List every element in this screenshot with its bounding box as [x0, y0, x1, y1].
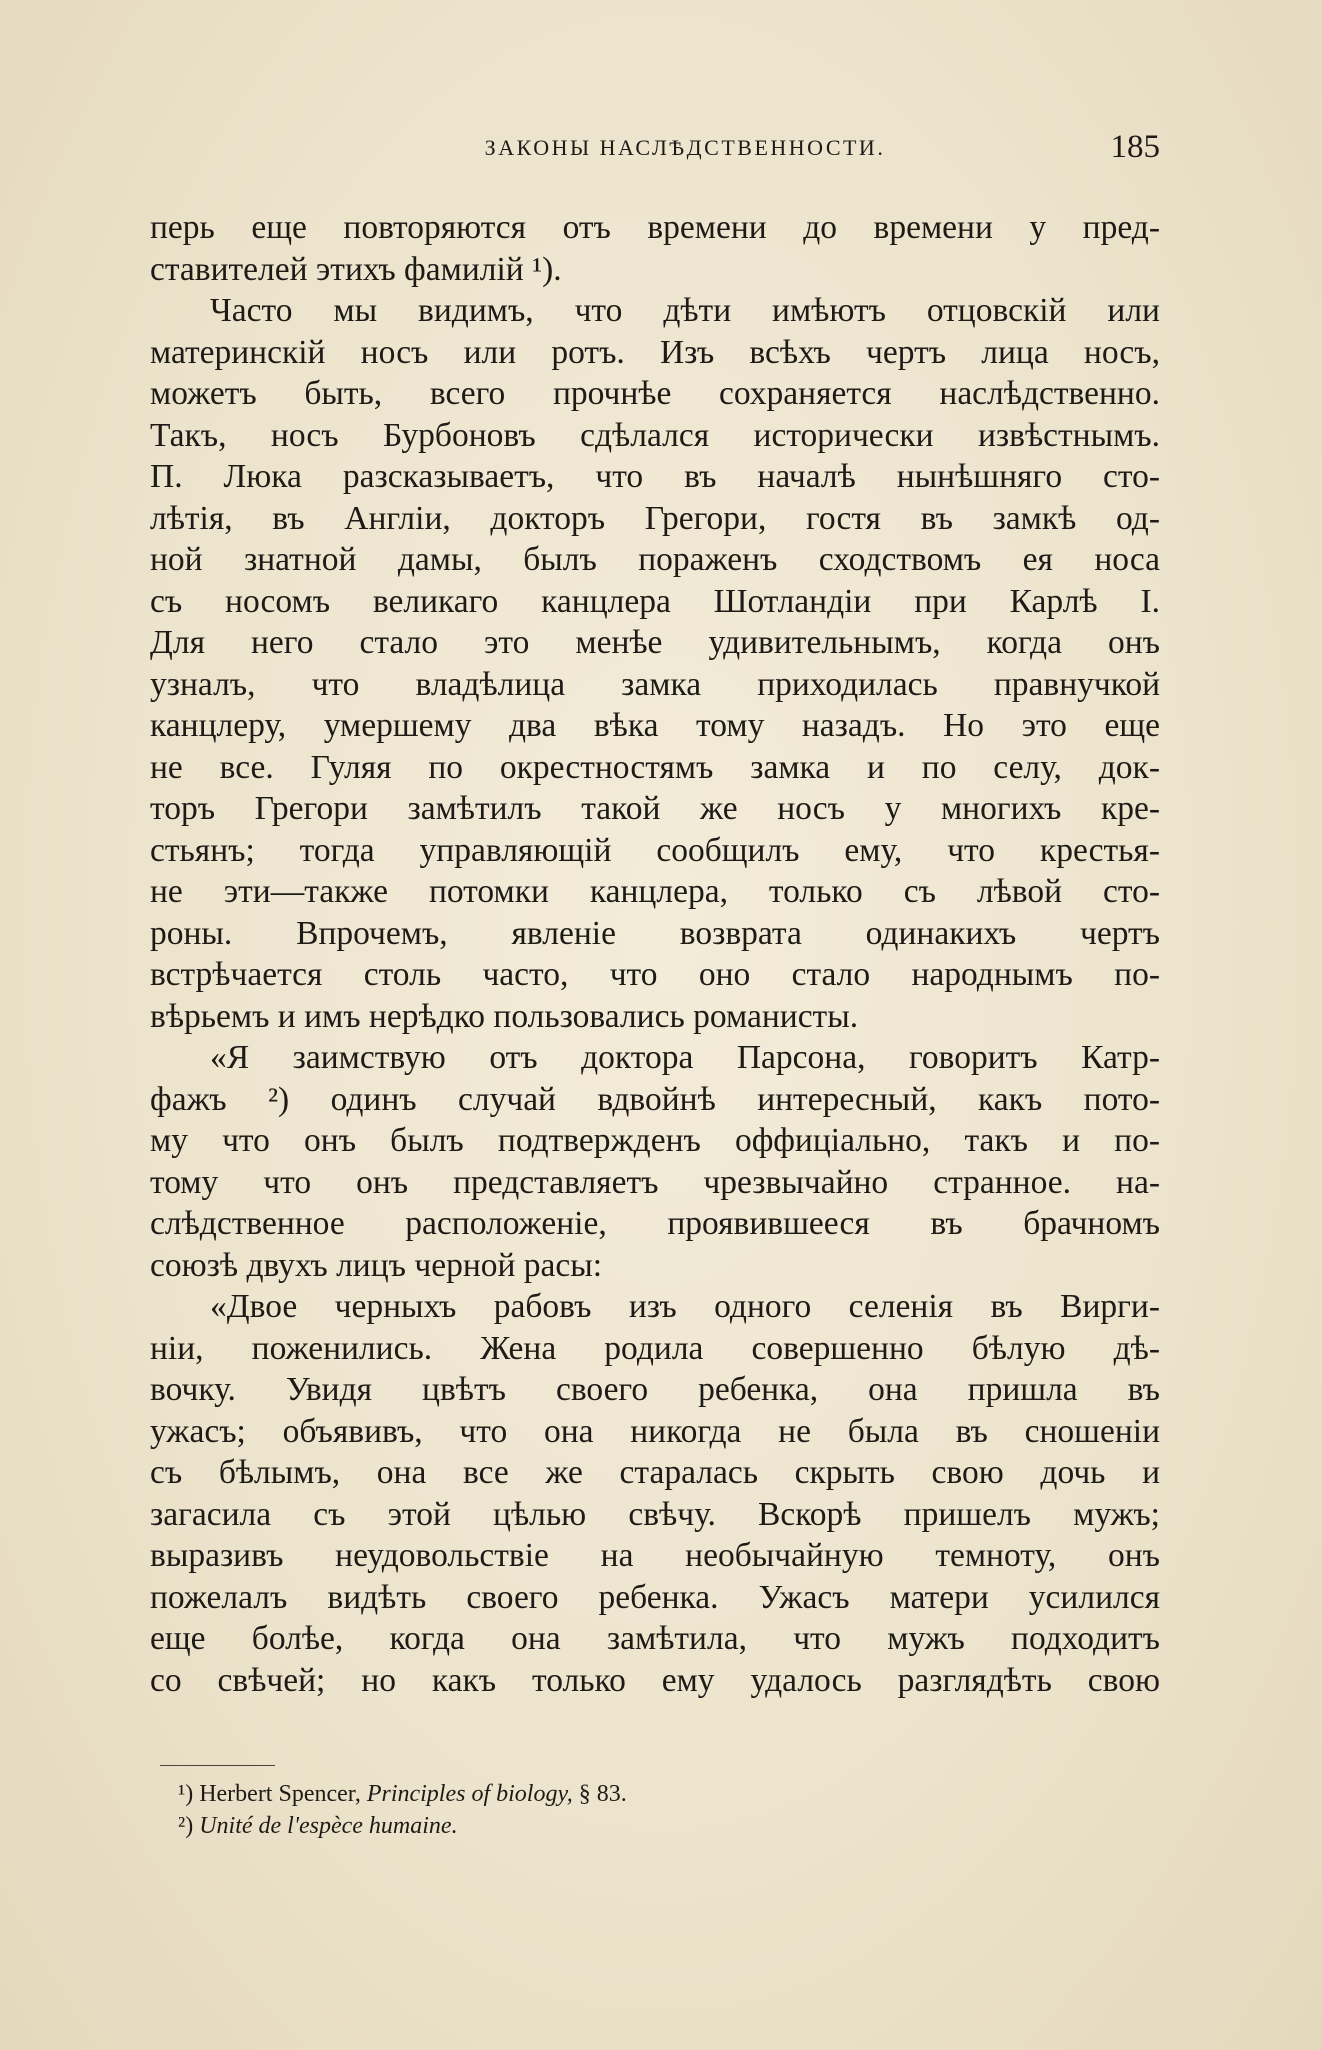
text-line: Для него стало это менѣе удивительнымъ, когда онъ: [150, 624, 1160, 661]
text-line: загасила съ этой цѣлью свѣчу. Вскорѣ пришелъ мужъ;: [150, 1495, 1160, 1533]
footnote-divider: [160, 1765, 275, 1766]
text-line: со свѣчей; но какъ только ему удалось разглядѣть свою: [150, 1661, 1160, 1699]
text-line: съ носомъ великаго канцлера Шотландіи при Карлѣ I.: [150, 582, 1160, 620]
text-line: Такъ, носъ Бурбоновъ сдѣлался исторически извѣстнымъ.: [150, 416, 1160, 454]
text-line: союзѣ двухъ лицъ черной расы:: [150, 1246, 603, 1284]
footnote-marker: ²): [178, 1813, 194, 1839]
text-line: торъ Грегори замѣтилъ такой же носъ у многихъ кре-: [150, 790, 1160, 827]
footnote-title: Principles of biology,: [366, 1781, 573, 1807]
text-line: можетъ быть, всего прочнѣе сохраняется наслѣдственно.: [150, 375, 1160, 412]
footnote-section: § 83.: [578, 1781, 627, 1807]
text-line: тому что онъ представляетъ чрезвычайно странное. на-: [150, 1163, 1160, 1201]
text-line: фажъ ²) одинъ случай вдвойнѣ интересный, какъ пото-: [150, 1080, 1160, 1118]
text-line: узналъ, что владѣлица замка приходилась правнучкой: [150, 665, 1160, 703]
text-line: ужасъ; объявивъ, что она никогда не была въ сношеніи: [150, 1412, 1160, 1450]
text-line: стьянъ; тогда управляющій сообщилъ ему, что крестья-: [150, 831, 1160, 869]
footnote-2: [178, 1810, 1078, 1842]
footnote-title: Unité de l'espèce humaine.: [199, 1813, 458, 1839]
text-line: ной знатной дамы, былъ пораженъ сходствомъ ея носа: [150, 541, 1160, 578]
text-line: «Я заимствую отъ доктора Парсона, говоритъ Катр-: [210, 1039, 1160, 1076]
page-number: 185: [1110, 129, 1160, 165]
footnote-author: Herbert Spencer,: [199, 1781, 361, 1807]
text-line: пожелалъ видѣть своего ребенка. Ужасъ матери усилился: [150, 1578, 1160, 1616]
text-line: канцлеру, умершему два вѣка тому назадъ. Но это еще: [150, 707, 1160, 744]
text-line: лѣтія, въ Англіи, докторъ Грегори, гостя въ замкѣ од-: [150, 499, 1160, 537]
text-line: выразивъ неудовольствіе на необычайную темноту, онъ: [150, 1537, 1160, 1574]
text-line: материнскій носъ или ротъ. Изъ всѣхъ чертъ лица носъ,: [150, 333, 1160, 371]
text-line: съ бѣлымъ, она все же старалась скрыть свою дочь и: [150, 1454, 1160, 1491]
footnote-marker: ¹): [178, 1781, 194, 1807]
page-header: [150, 129, 1160, 175]
text-line: слѣдственное расположеніе, проявившееся въ брачномъ: [150, 1205, 1160, 1242]
text-line: перь еще повторяются отъ времени до времени у пред-: [150, 209, 1160, 246]
text-line: «Двое черныхъ рабовъ изъ одного селенія въ Вирги-: [210, 1288, 1160, 1325]
running-title: ЗАКОНЫ НАСЛѢДСТВЕННОСТИ.: [484, 135, 886, 160]
footnotes: [178, 1778, 1078, 1842]
text-line: вѣрьемъ и имъ нерѣдко пользовались романисты.: [150, 997, 859, 1035]
body-text: [150, 207, 1160, 1701]
text-line: ставителей этихъ фамилій ¹).: [150, 250, 562, 288]
text-line: не эти—также потомки канцлера, только съ лѣвой сто-: [150, 873, 1160, 910]
footnote-1: [178, 1778, 1078, 1810]
text-line: вочку. Увидя цвѣтъ своего ребенка, она пришла въ: [150, 1371, 1160, 1408]
text-line: П. Люка разсказываетъ, что въ началѣ нынѣшняго сто-: [150, 458, 1160, 495]
text-line: му что онъ былъ подтвержденъ оффиціально, такъ и по-: [150, 1122, 1160, 1159]
text-line: роны. Впрочемъ, явленіе возврата одинакихъ чертъ: [150, 914, 1160, 952]
text-line: Часто мы видимъ, что дѣти имѣютъ отцовскій или: [210, 292, 1160, 329]
text-line: не все. Гуляя по окрестностямъ замка и по селу, док-: [150, 748, 1160, 786]
text-line: встрѣчается столь часто, что оно стало народнымъ по-: [150, 956, 1160, 993]
text-line: еще болѣе, когда она замѣтила, что мужъ подходитъ: [150, 1620, 1160, 1657]
text-line: ніи, поженились. Жена родила совершенно бѣлую дѣ-: [150, 1329, 1160, 1367]
